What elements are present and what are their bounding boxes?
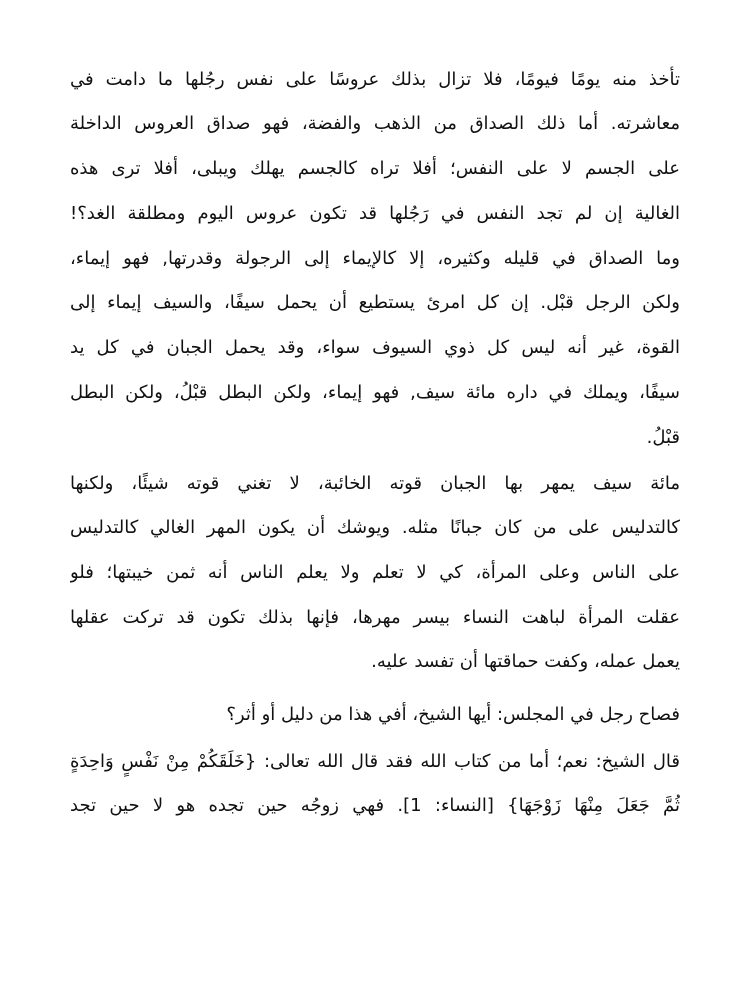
text-line: ثُمَّ جَعَلَ مِنْهَا زَوْجَهَا} [النساء: 1]. فهي زوجُه حين تجده هو لا حين تجد	[70, 795, 680, 816]
text-line: يعمل عمله، وكفت حماقتها أن تفسد عليه.	[371, 651, 680, 672]
text-line: ولكن الرجل قبْل. إن كل امرئ يستطيع أن يحمل سيفًا، والسيف إيماء إلى	[70, 292, 680, 313]
text-line: وما الصداق في قليله وكثيره، إلا كالإيماء إلى الرجولة وقدرتها, فهو إيماء،	[70, 248, 680, 269]
text-line: تأخذ منه يومًا فيومًا، فلا تزال بذلك عروسًا على نفس رجُلها ما دامت في	[70, 69, 680, 90]
text-line: الغالية إن لم تجد النفس في رَجُلها قد تكون عروس اليوم ومطلقة الغد؟!	[70, 203, 680, 224]
text-line: مائة سيف يمهر بها الجبان قوته الخائبة، لا تغني قوته شيئًا، ولكنها	[70, 473, 680, 494]
text-line: قبْلُ.	[646, 427, 680, 448]
text-line: على الجسم لا على النفس؛ أفلا تراه كالجسم يهلك ويبلى، أفلا ترى هذه	[70, 158, 680, 179]
text-line: سيفًا، ويملك في داره مائة سيف, فهو إيماء، ولكن البطل قبْلُ، ولكن البطل	[70, 382, 680, 403]
text-line: قال الشيخ: نعم؛ أما من كتاب الله فقد قال الله تعالى: {خَلَقَكُمْ مِنْ نَفْسٍ وَاحِدَةٍ	[70, 751, 680, 772]
text-line: على الناس وعلى المرأة، كي لا تعلم ولا يعلم الناس أنه ثمن خيبتها؛ فلو	[70, 562, 680, 583]
text-line: كالتدليس على من كان جبانًا مثله. ويوشك أن يكون المهر الغالي كالتدليس	[70, 517, 680, 538]
text-line: عقلت المرأة لباهت النساء بيسر مهرها، فإنها بذلك تكون قد تركت عقلها	[70, 607, 680, 628]
text-line: القوة، غير أنه ليس كل ذوي السيوف سواء، وقد يحمل الجبان في كل يد	[70, 337, 680, 358]
text-line: معاشرته. أما ذلك الصداق من الذهب والفضة، فهو صداق العروس الداخلة	[70, 113, 680, 134]
text-line: فصاح رجل في المجلس: أيها الشيخ، أفي هذا من دليل أو أثر؟	[226, 704, 680, 725]
